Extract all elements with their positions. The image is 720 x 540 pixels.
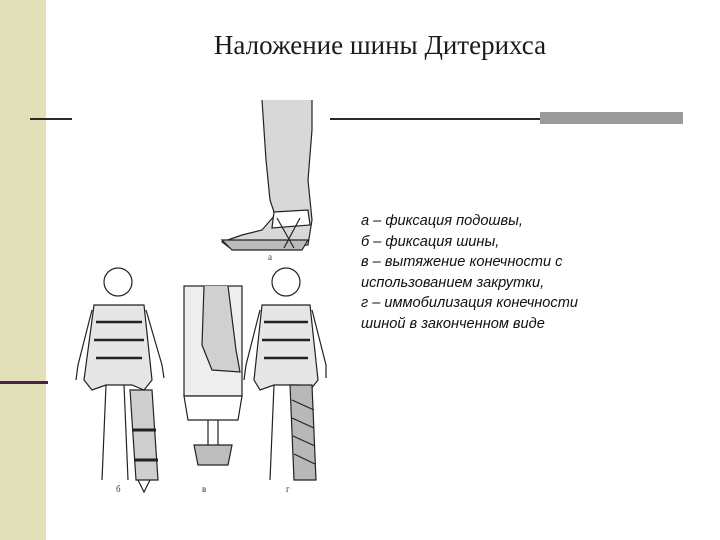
figure-label-g: г	[286, 484, 290, 494]
caption-line-a: а – фиксация подошвы,	[361, 213, 523, 229]
figure-label-v: в	[202, 484, 207, 494]
panel-c-traction-drawing	[184, 286, 242, 465]
panel-a-leg-drawing	[222, 100, 312, 250]
panel-b-figure-drawing	[76, 268, 164, 492]
title-rule-left	[30, 118, 72, 120]
title-rule-middle	[330, 118, 540, 120]
caption-line-b: б – фиксация шины,	[361, 233, 500, 250]
figure-label-a: а	[268, 252, 272, 262]
slide-title: Наложение шины Дитерихса	[213, 30, 547, 60]
caption-line-v-cont: использованием закрутки,	[361, 274, 545, 291]
side-bar	[0, 0, 46, 540]
figure-caption	[361, 211, 701, 335]
figure-label-b: б	[116, 484, 121, 494]
panel-g-figure-drawing	[244, 268, 326, 480]
splint-illustration	[72, 100, 330, 495]
side-bar-accent-line	[0, 381, 48, 384]
caption-line-v: в – вытяжение конечности с	[361, 254, 563, 271]
caption-line-g: г – иммобилизация конечности	[361, 295, 578, 312]
illustration-drawing	[72, 100, 330, 495]
title-rule-accent	[540, 112, 683, 124]
caption-line-g-cont: шиной в законченном виде	[361, 315, 545, 332]
